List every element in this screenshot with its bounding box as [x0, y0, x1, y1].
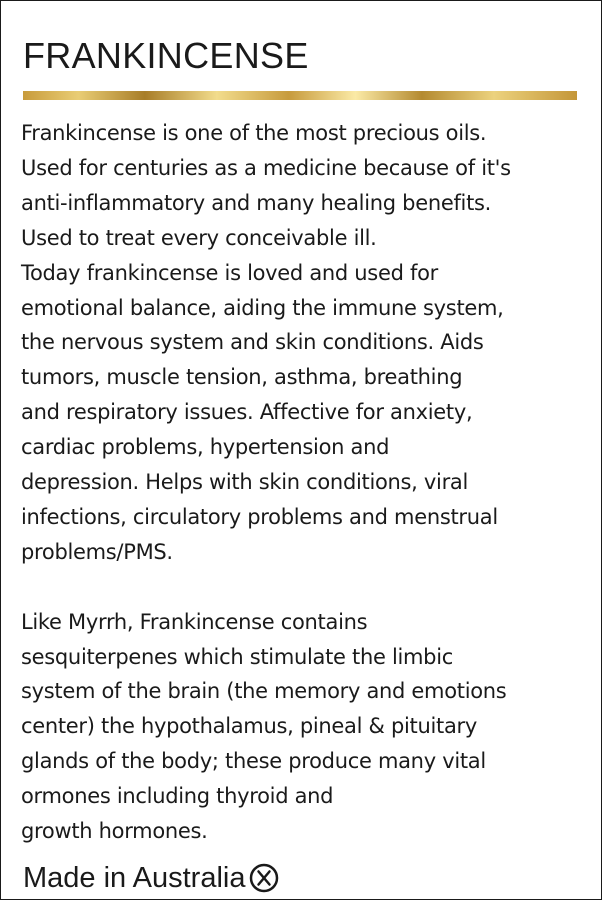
text-line: Today frankincense is loved and used for [21, 260, 438, 285]
text-line: growth hormones. [21, 819, 208, 844]
origin-footer [23, 859, 279, 897]
description-body [21, 116, 599, 849]
text-line: ormones including thyroid and [21, 784, 334, 809]
text-line: Like Myrrh, Frankincense contains [21, 609, 368, 634]
text-line: and respiratory issues. Affective for anxiety, [21, 400, 473, 425]
text-line: Frankincense is one of the most precious oils. [21, 121, 487, 145]
text-line: depression. Helps with skin conditions, viral [21, 470, 469, 495]
description-paragraph-2 [21, 605, 599, 849]
text-line: Used for centuries as a medicine because of it's [21, 155, 511, 180]
x-circle-icon [249, 863, 279, 893]
text-line: anti-inflammatory and many healing benefits. [21, 190, 492, 215]
description-paragraph-1 [21, 116, 599, 570]
made-in-label: Made in Australia [23, 861, 246, 894]
text-line: the nervous system and skin conditions. Aids [21, 330, 484, 355]
text-line: sesquiterpenes which stimulate the limbic [21, 644, 453, 669]
text-line: emotional balance, aiding the immune system, [21, 295, 504, 320]
paragraph-spacer [21, 570, 599, 605]
text-line: infections, circulatory problems and menstrual [21, 504, 498, 529]
text-line: system of the brain (the memory and emotions [21, 679, 507, 704]
text-line: center) the hypothalamus, pineal & pituitary [21, 714, 477, 739]
text-line: problems/PMS. [21, 539, 173, 564]
text-line: glands of the body; these produce many vital [21, 749, 486, 774]
text-line: Used to treat every conceivable ill. [21, 225, 377, 250]
text-line: tumors, muscle tension, asthma, breathing [21, 365, 463, 390]
text-line: cardiac problems, hypertension and [21, 435, 390, 460]
label-title: FRANKINCENSE [23, 35, 309, 76]
gold-divider [23, 91, 577, 100]
